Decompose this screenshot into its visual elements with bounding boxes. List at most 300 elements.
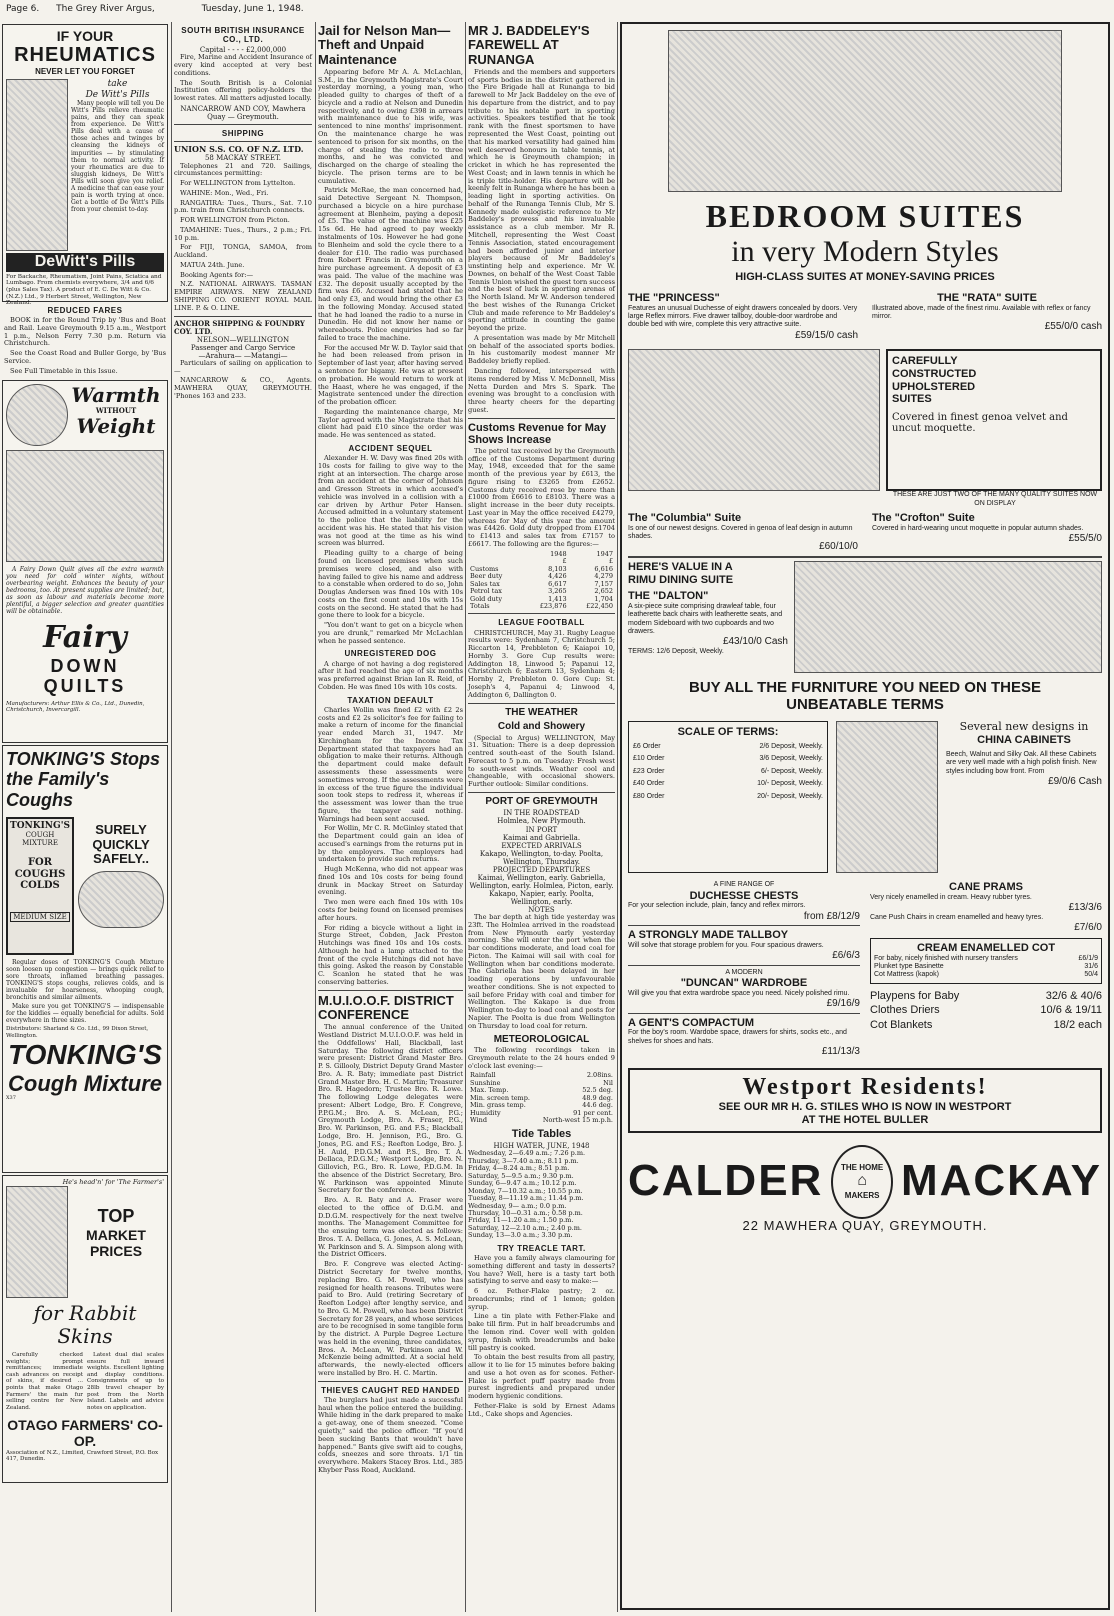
- tonkings-brand-2: Cough Mixture: [8, 1071, 162, 1097]
- dewitt-take: take: [107, 79, 128, 90]
- table-row: [468, 603, 615, 610]
- logo-calder: CALDER: [628, 1156, 824, 1206]
- cot-list: [874, 963, 1098, 980]
- table-cell: Max. Temp.: [470, 1086, 509, 1095]
- item-name: Cot Blankets: [870, 1018, 933, 1031]
- dewitt-head-1: IF YOUR: [56, 28, 114, 44]
- rata-block: [872, 292, 1102, 341]
- anchor-company: ANCHOR SHIPPING & FOUNDRY COY. LTD.: [174, 318, 305, 336]
- china-line-1: Several new designs in: [959, 720, 1089, 734]
- paragraph: Patrick McRae, the man concerned had, said Detective Sergeant N. Thompson, purchased a bicycle on a hire purchase agreement at Blenheim, paying a deposit of £5. The value of the machine was £25 15s 6d. He had agreed to pay weekly instalments of 10s. However he had gone to Blenheim and sold the cycle there to a dealer for £10. The radio was purchased from Robert Francis in Greymouth on a hire purchase agreement. A deposit of £3 was paid. The value of the machine was £32. The deposit usually accepted by the firm was £6. Accused had stated that he had only £3, and would bring the other £3 in the following Monday. Accused stated that he had loaned the radio to a nurse in Dunedin. He did not know her name or whereabouts. Police enquiries had so far failed to trace the machine.: [318, 186, 463, 342]
- anchor-service: Passenger and Cargo Service: [190, 343, 296, 352]
- fairy-maker: Manufacturers: Arthur Ellis & Co., Ltd., Dunedin, Christchurch, Invercargill.: [6, 700, 145, 714]
- arrivals-ships: Kakapo, Wellington, to-day. Poolta, Wellington, Thursday.: [479, 849, 604, 866]
- shipping-title: SHIPPING: [221, 129, 265, 139]
- otago-rabbit: for Rabbit Skins: [33, 1301, 137, 1349]
- weather-headline: THE WEATHER: [505, 706, 578, 718]
- fairy-body: A Fairy Down Quilt gives all the extra warmth you need for cold winter nights, without overbearing weight. Enhances the beauty of your bedrooms, too. At present supplies are limited; but, as soon as labour and materials become more plentiful, a bigger selection and greater quantities will be obtainable.: [6, 565, 164, 616]
- term-deposit: 2/6 Deposit, Weekly.: [759, 743, 823, 751]
- treacle-headline: TRY TREACLE TART.: [497, 1243, 586, 1253]
- column-2: [174, 22, 312, 400]
- crofton-price: £55/5/0: [1068, 533, 1102, 545]
- uph-line-4: SUITES: [892, 393, 932, 406]
- paragraph: To obtain the best results from all pastry, allow it to lie for 15 minutes before baking and use a hot oven as for scones. Fether-Flake is perfect puff pastry made from purest ingredients and prepared under modern hygienic conditions.: [468, 1353, 615, 1401]
- column-rule: [465, 22, 466, 1612]
- item-price: 31/6: [1084, 962, 1098, 970]
- item-name: Clothes Driers: [870, 1004, 940, 1017]
- paragraph: For riding a bicycle without a light in Sturge Street, Cobden, Jack Preston Hutchings was fined 10s and 10s costs. Although he had a lamp attached to the front of the cycle Hutchings did not have this going. Asked the reason by Constable C. Scanlon he stated that he was conserving batteries.: [318, 923, 463, 986]
- insurance-title: SOUTH BRITISH INSURANCE CO., LTD.: [181, 26, 305, 45]
- list-item: [870, 1019, 1102, 1032]
- sailing-wellington-1: For WELLINGTON from Lyttelton.: [180, 179, 296, 188]
- paragraph: Pleading guilty to a charge of being found on licensed premises when such premises were closed, and also with having failed to give his name and address to a constable when ordered to do so, John Douglas Andersen was fined 10s with 10s costs on the first count and 10s with 15s costs on the second. He stated that he had gone there to look for a bicycle.: [318, 549, 463, 620]
- columbia-name: The "Columbia" Suite: [628, 512, 742, 525]
- tide-subhead: HIGH WATER, JUNE, 1948: [493, 1142, 590, 1151]
- list-item: Friday, 11—1.20 a.m.; 1.50 p.m.: [468, 1216, 574, 1225]
- tonkings-advert: [2, 745, 168, 1173]
- medicine-box: [6, 817, 74, 955]
- dewitt-head-2: RHEUMATICS: [14, 44, 156, 67]
- table-cell: 4,279: [594, 572, 613, 581]
- jail-headline: Jail for Nelson Man—Theft and Unpaid Maintenance: [318, 23, 451, 67]
- table-cell: Gold duty: [470, 594, 503, 603]
- sailing-tamahine: TAMAHINE: Tues., Thurs., 2 p.m.; Fri. 10 p.m.: [174, 225, 312, 242]
- sailing-wellington-2: FOR WELLINGTON from Picton.: [180, 216, 290, 225]
- arrivals-label: EXPECTED ARRIVALS: [501, 841, 582, 850]
- table-cell: Beer duty: [470, 572, 503, 581]
- reduced-fares-title: REDUCED FARES: [47, 306, 123, 315]
- buy-line-1: BUY ALL THE FURNITURE YOU NEED ON THESE: [689, 678, 1041, 696]
- list-item: Thursday, 10—0.31 a.m.; 0.58 p.m.: [468, 1209, 583, 1218]
- list-item: [874, 963, 1098, 971]
- muioof-headline: M.U.I.O.O.F. DISTRICT CONFERENCE: [318, 992, 454, 1022]
- list-item: [633, 743, 823, 751]
- bedroom-suite-illustration: [668, 30, 1062, 192]
- reduced-fares-body: BOOK in for the Round Trip by 'Bus and Boat and Rail. Leave Greymouth 9.15 a.m., Westport 1 p.m., Nelson Ferry 7.30 p.m. Return via Christchurch.: [4, 316, 166, 348]
- tallboy-price: £6/6/3: [832, 950, 860, 962]
- dalton-terms: TERMS: 12/6 Deposit, Weekly.: [628, 647, 724, 655]
- wardrobe-line-1: A MODERN: [725, 968, 763, 976]
- subhead-accident: ACCIDENT SEQUEL: [348, 443, 433, 453]
- list-item: Thursday, 3—7.40 a.m.; 8.11 p.m.: [468, 1156, 579, 1165]
- tallboy-desc: Will solve that storage problem for you. Four spacious drawers.: [628, 942, 824, 950]
- term-deposit: 6/- Deposit, Weekly.: [761, 767, 823, 775]
- table-cell: 52.5 deg.: [582, 1086, 613, 1095]
- list-item: [633, 768, 823, 776]
- insurance-agent: NANCARROW AND COY, Mawhera Quay — Greymouth.: [180, 105, 306, 122]
- item-name: Playpens for Baby: [870, 989, 960, 1002]
- paper-name: The Grey River Argus,: [56, 4, 155, 14]
- page-header: [6, 4, 318, 14]
- table-cell: 6,617: [548, 579, 567, 588]
- booking-agent-list: N.Z. NATIONAL AIRWAYS. TASMAN EMPIRE AIRWAYS. NEW ZEALAND SHIPPING CO. ORIENT ROYAL MAIL LINE. P. & O. LINE.: [174, 280, 312, 312]
- otago-right: Latest dual dial scales ensure full inward weights. Excellent lighting and display conditions. Consignments of up to 28lb travel cheaper by post from the North Island. Labels and advice notes on application.: [87, 1352, 164, 1411]
- paragraph: Regarding the maintenance charge, Mr Taylor agreed with the Magistrate that his client had paid £10 since the order was made. He was sentenced as stated.: [318, 407, 463, 440]
- page-number: Page 6.: [6, 4, 40, 14]
- union-address: 58 MACKAY STREET.: [204, 154, 282, 163]
- paragraph: Line a tin plate with Fether-Flake and bake till firm. Put in half breadcrumbs and the lemon rind. Cover well with golden syrup, finish with breadcrumbs and bake till pastry is cooked.: [468, 1312, 615, 1352]
- westport-title: Westport Residents!: [742, 1073, 988, 1100]
- dining-line-2: RIMU DINING SUITE: [628, 573, 734, 586]
- table-cell: £23,876: [539, 602, 567, 610]
- customs-headline: Customs Revenue for May Shows Increase: [468, 421, 607, 446]
- list-item: [874, 971, 1098, 979]
- compactum-name: A GENT'S COMPACTUM: [628, 1016, 755, 1029]
- cane-name: CANE PRAMS: [949, 881, 1023, 894]
- house-icon: ⌂: [857, 1172, 867, 1190]
- paragraph: A charge of not having a dog registered after it had reached the age of six months was preferred against Brian Ian R. Reid, of Cobden. He was fined 10s with 10s costs.: [318, 659, 463, 691]
- fairy-head-2: WITHOUT: [95, 405, 137, 415]
- term-order: £10 Order: [633, 755, 665, 763]
- china-desc: Beech, Walnut and Silky Oak. All these Cabinets are very well made with a high polish finish. New styles including bow front. From: [946, 750, 1097, 775]
- anchor-ships: —Arahura— —Matangi—: [198, 351, 288, 360]
- table-cell: Petrol tax: [470, 587, 502, 596]
- table-cell: North-west 15 m.p.h.: [542, 1116, 613, 1125]
- dalton-name: THE "DALTON": [628, 590, 709, 603]
- china-price: £9/0/6 Cash: [1048, 775, 1102, 787]
- list-item: Monday, 7—10.32 a.m.; 10.55 p.m.: [468, 1186, 583, 1195]
- union-telephone: Telephones 21 and 720. Sailings, circumstances permitting:: [174, 161, 312, 178]
- dining-line-1: HERE'S VALUE IN A: [628, 560, 733, 573]
- cot-box: [870, 938, 1102, 984]
- left-items: [628, 881, 860, 1057]
- crofton-name: The "Crofton" Suite: [872, 512, 975, 525]
- rata-price: £55/0/0 cash: [1044, 321, 1102, 333]
- princess-desc: Features an unusual Duchesse of eight drawers concealed by doors. Very large Reflex mirrors. Five drawer tallboy, double-door wardrobe and double bed with wire, complete this very attractive suite.: [628, 304, 858, 329]
- term-order: £6 Order: [633, 743, 661, 751]
- fairy-head-3: Weight: [76, 413, 156, 438]
- column-3: [318, 22, 463, 1612]
- table-cell: 3,265: [548, 587, 567, 596]
- item-price: 10/6 & 19/11: [1040, 1004, 1102, 1017]
- paragraph: Fether-Flake is sold by Ernest Adams Ltd., Cake shops and Agencies.: [468, 1401, 615, 1418]
- logo-mackay: MACKAY: [900, 1156, 1102, 1206]
- buy-line-2: UNBEATABLE TERMS: [786, 696, 944, 714]
- uph-line-3: UPHOLSTERED: [892, 380, 976, 393]
- china-cabinet-illustration: [836, 721, 938, 873]
- wardrobe-line-2: "DUNCAN" WARDROBE: [680, 977, 808, 990]
- anchor-agents: NANCARROW & CO., Agents. MAWHERA QUAY, GREYMOUTH. 'Phones 163 and 233.: [174, 376, 312, 400]
- list-item: [870, 990, 1102, 1003]
- league-headline: LEAGUE FOOTBALL: [498, 618, 585, 628]
- table-cell: 4,426: [548, 572, 567, 581]
- item-price: 50/4: [1084, 971, 1098, 979]
- duchesse-price: from £8/12/9: [803, 910, 860, 922]
- anchor-route: NELSON—WELLINGTON: [196, 335, 290, 344]
- box-coughs: FOR COUGHS COLDS: [14, 857, 66, 892]
- port-headline: PORT OF GREYMOUTH: [485, 795, 598, 807]
- tonkings-body-2: Make sure you get TONKING'S — indispensable for the kiddies — equally beneficial for adults. Sold everywhere in three sizes.: [6, 1003, 164, 1025]
- term-order: £23 Order: [633, 767, 665, 775]
- cane-desc: Very nicely enamelled in cream. Heavy rubber tyres.: [870, 894, 1032, 902]
- table-cell: £22,450: [586, 602, 613, 610]
- woman-illustration: [6, 79, 68, 251]
- rabbit-illustration: [6, 1186, 68, 1298]
- terms-list: [633, 743, 823, 801]
- columbia-price: £60/10/0: [819, 541, 858, 553]
- china-block: [946, 721, 1102, 873]
- table-cell: 7,157: [594, 579, 613, 588]
- table-row: [468, 551, 615, 558]
- westport-line-2: SEE OUR MR H. G. STILES WHO IS NOW IN WESTPORT: [718, 1101, 1012, 1114]
- term-order: £80 Order: [633, 792, 665, 800]
- terms-box: [628, 721, 828, 873]
- otago-top: TOP: [97, 1206, 135, 1227]
- inport-label: IN PORT: [525, 825, 558, 834]
- list-item: [633, 780, 823, 788]
- dewitt-brand: DeWitt's Pills: [6, 253, 164, 271]
- paragraph: A presentation was made by Mr Mitchell on behalf of the associated sports bodies. In his customarily modest manner Mr Baddeley briefly replied.: [468, 333, 615, 366]
- cot-name: CREAM ENAMELLED COT: [916, 941, 1056, 954]
- subhead-dog: UNREGISTERED DOG: [344, 649, 437, 659]
- table-cell: [468, 551, 522, 558]
- tallboy-name: A STRONGLY MADE TALLBOY: [628, 929, 789, 942]
- sailing-rangatira: RANGATIRA: Tues., Thurs., Sat. 7.10 p.m. train from Christchurch connects.: [174, 198, 312, 215]
- paragraph: Two men were each fined 10s with 10s costs for being found on licensed premises after hours.: [318, 898, 463, 922]
- reduced-fares-see: See the Coast Road and Buller Gorge, by 'Bus Service.: [4, 349, 166, 366]
- paragraph: For Wollin, Mr C. R. McGinley stated that the Department could gain an idea of accused's earnings from the returns put in by the employers. The employers had undertaken to provide such returns.: [318, 824, 463, 864]
- table-cell: Sales tax: [470, 579, 500, 588]
- list-item: [633, 793, 823, 801]
- item-name: Cot Mattress (kapok): [874, 971, 939, 979]
- otago-farmers-advert: [2, 1175, 168, 1483]
- paragraph: Bro. A. R. Baty and A. Fraser were elected to the office of D.G.M. and D.D.G.M. respectively for the next twelve months. The Management Committee for the ensuing term was elected as follows: Bros. T. A. Dellaca, G. Jones, A. S. McLean, W. Parkinson and S. A. Simpson along with the District Officers.: [318, 1196, 463, 1259]
- reduced-fares-timetable: See Full Timetable in this Issue.: [10, 366, 118, 375]
- tonkings-safely: SAFELY..: [93, 851, 149, 867]
- table-cell: 44.6 deg.: [582, 1101, 613, 1110]
- table-cell: Totals: [470, 602, 490, 610]
- list-item: Sunday, 6—9.47 a.m.; 10.12 p.m.: [468, 1179, 577, 1188]
- booking-agents: Booking Agents for:—: [180, 270, 254, 279]
- cot-price: £6/1/9: [1078, 954, 1098, 962]
- table-cell: Min. grass temp.: [470, 1101, 526, 1110]
- dalton-desc: A six-piece suite comprising drawleaf table, four leatherette back chairs with leatherette seats, and modern Sideboard with two cupboards and two drawers.: [628, 602, 783, 636]
- list-item: Tuesday, 8—11.19 a.m.; 11.44 p.m.: [468, 1194, 584, 1203]
- woman-portrait: [6, 384, 68, 446]
- china-line-2: CHINA CABINETS: [977, 734, 1071, 747]
- right-items: [870, 881, 1102, 1057]
- children-illustration: [78, 871, 164, 928]
- otago-market: MARKET PRICES: [86, 1226, 146, 1259]
- box-size: MEDIUM SIZE: [10, 912, 70, 922]
- column-4: [468, 22, 615, 1612]
- table-cell: 1,704: [594, 594, 613, 603]
- wardrobe-desc: Will give you that extra wardrobe space you need. Nicely polished rimu.: [628, 989, 850, 997]
- crofton-block: [872, 512, 1102, 553]
- column-rule: [315, 22, 316, 1612]
- dining-suite-illustration: [794, 561, 1102, 673]
- departures-ships: Kaimai, Wellington, early. Gabriella, Wellington, early. Holmlea, Picton, early. Kakapo, Napier, early. Poolta, Wellington, early.: [469, 873, 614, 906]
- table-cell: 1948: [550, 549, 567, 558]
- column-rule: [617, 22, 618, 1612]
- paragraph: Have you a family always clamouring for something different and tasty in desserts? You have? Well, here is a tasty tart both satisfying to serve and easy to make:—: [468, 1254, 615, 1286]
- tonkings-surely: SURELY: [95, 821, 147, 837]
- box-title: COUGH MIXTURE: [22, 830, 58, 847]
- tonkings-body: Regular doses of TONKING'S Cough Mixture soon loosen up congestion — brings quick relief to sore throats, inflamed breathing passages. TONKING'S stops coughs, relieves colds, and is invaluable for hoarseness, whooping cough, bronchitis and similar ailments.: [6, 958, 164, 1001]
- paragraph: (Special to Argus) WELLINGTON, May 31. Situation: There is a deep depression centred south-east of the South Island. Forecast to 5 p.m. on Tuesday: Fresh west to south-west winds. Weather cool and changeable, with occasional showers. Further outlook: Similar conditions.: [468, 733, 615, 789]
- term-deposit: 3/6 Deposit, Weekly.: [759, 755, 823, 763]
- fairy-brand-2: DOWN QUILTS: [43, 655, 127, 697]
- uph-line-2: CONSTRUCTED: [892, 367, 977, 380]
- sailing-matua: MATUA 24th. June.: [180, 260, 245, 269]
- home-makers-seal: [831, 1145, 893, 1219]
- list-item: Sunday, 13—3.0 a.m.; 3.30 p.m.: [468, 1231, 573, 1240]
- paragraph: The following recordings taken in Greymouth relate to the 24 hours ended 9 o'clock last evening:—: [468, 1046, 615, 1070]
- sailing-wahine: WAHINE: Mon., Wed., Fri.: [180, 188, 269, 197]
- column-1: [2, 22, 168, 1612]
- table-cell: £: [562, 557, 567, 566]
- tonkings-distributors: Distributors: Sharland & Co. Ltd., 99 Dixon Street, Wellington.: [6, 1026, 149, 1039]
- table-cell: 2.08ins.: [586, 1071, 613, 1080]
- term-order: £40 Order: [633, 780, 665, 788]
- paragraph: For the accused Mr W. D. Taylor said that he had been released from prison in September of last year, after having served a sentence for bigamy. He was at present on probation. He would return to work at the Haast, where he was engaged, if the Magistrate sentenced under the direction of the probation officer.: [318, 343, 463, 407]
- insurance-capital: Capital - - - - £2,000,000: [199, 46, 287, 55]
- baddeley-headline: MR J. BADDELEY'S FAREWELL AT RUNANGA: [468, 23, 590, 67]
- tide-headline: Tide Tables: [511, 1127, 572, 1140]
- table-cell: Sunshine: [470, 1078, 501, 1087]
- duchesse-line-1: A FINE RANGE OF: [713, 881, 775, 889]
- table-cell: Min. screen temp.: [470, 1093, 530, 1102]
- seal-top: THE HOME: [841, 1163, 884, 1173]
- paragraph: Hugh McKenna, who did not appear was fined 10s and 10s costs for being found drunk in Mackay Street on Saturday evening.: [318, 865, 463, 897]
- tonkings-quickly: QUICKLY: [92, 836, 150, 852]
- princess-block: [628, 292, 858, 341]
- table-cell: 2,652: [594, 587, 613, 596]
- paragraph: Bro. F. Congreve was elected Acting-District Secretary for twelve months, replacing Bro. G. M. Powell, who has resigned for health reasons. Tributes were paid to Bro. Auld (retiring Secretary of Reefton Lodge) after lengthy service, and to Bro. G. M. Powell, who has been District Secretary for 28 years, and whose services are to be recognised in some tangible form by the district. A Purple Degree Lecture was held in the evening, three candidates, Bros. A. McLean, W. Parkinson and W. McKenzie being admitted. At a social held afterwards, the newly-elected officers were installed by Bro. H. C. Martin.: [318, 1260, 463, 1377]
- recipe: 6 oz. Fether-Flake pastry; 2 oz. breadcrumbs; rind of 1 lemon; golden syrup.: [468, 1287, 615, 1311]
- duchesse-line-2: DUCHESSE CHESTS: [689, 889, 799, 902]
- met-headline: METEOROLOGICAL: [493, 1033, 590, 1045]
- upholstered-box: [886, 349, 1102, 491]
- otago-speech: He's head'n' for 'The Farmer's': [62, 1177, 164, 1186]
- list-item: Friday, 4—8.24 a.m.; 8.51 p.m.: [468, 1164, 570, 1173]
- reduced-fares-notice: [2, 306, 168, 376]
- anchor-particulars: Particulars of sailing on application to—: [174, 358, 312, 375]
- dining-block: [628, 561, 1102, 673]
- wardrobe-price: £9/16/9: [826, 998, 860, 1010]
- insurance-body: Fire, Marine and Accident Insurance of every kind accepted at very best conditions.: [174, 53, 312, 77]
- item-price: 18/2 each: [1053, 1018, 1102, 1031]
- ad-address: 22 MAWHERA QUAY, GREYMOUTH.: [742, 1217, 988, 1233]
- table-cell: Nil: [603, 1078, 613, 1087]
- upholstered-suite-illustration: [628, 349, 880, 491]
- list-item: [633, 755, 823, 763]
- table-cell: £: [608, 557, 613, 566]
- small-items-list: [870, 990, 1102, 1032]
- dewitt-product: De Witt's Pills: [85, 89, 150, 100]
- compactum-price: £11/13/3: [821, 1046, 860, 1058]
- otago-brand: OTAGO FARMERS' CO-OP.: [7, 1417, 163, 1450]
- cot-desc: For baby, nicely finished with nursery transfers: [874, 954, 1018, 962]
- roadstead-label: IN THE ROADSTEAD: [503, 809, 580, 818]
- uph-desc: Covered in finest genoa velvet and uncut moquette.: [892, 411, 1068, 435]
- table-cell: 1,413: [548, 594, 567, 603]
- westport-box: [628, 1068, 1102, 1133]
- paragraph: The petrol tax received by the Greymouth office of the Customs Department during May, 1948, exceeded that for the same month of the previous year by £613, the figure rising to £3265 from £2652. Customs duty received rose by more than £1000 from £6616 to £8103. There was a slight increase in the beer duty receipts. Last year in May the office received £4279, whereas for May of this year the amount was £4426. Gold duty dropped from £1704 to £1413 and sales tax from £7157 to £6617. The following are the figures:—: [468, 446, 615, 548]
- term-deposit: 20/- Deposit, Weekly.: [757, 792, 823, 800]
- otago-assoc: Association of N.Z., Limited, Crawford Street, P.O. Box 417, Dunedin.: [6, 1449, 159, 1462]
- fairy-brand-1: Fairy: [43, 620, 127, 656]
- paragraph: Alexander H. W. Davy was fined 20s with 10s costs for failing to give way to the right at an intersection. The charge arose from an accident at the corner of Johnson and Gresson Streets in which accused's vehicle was involved in a collision with a car driven by Arthur Peter Hansen. Accused admitted in a voluntary statement to the police that the liability for the accident was his. He stated that his vision was not good at the time as his wind screen was blurred.: [318, 454, 463, 548]
- columbia-desc: Is one of our newest designs. Covered in genoa of leaf design in autumn shades.: [628, 524, 853, 541]
- dewitt-footer: For Backache, Rheumatism, Joint Pains, Sciatica and Lumbago. From chemists everywhere, 3/4 and 6/6 (plus Sales Tax). A product of E. C. De Witt & Co. (N.Z.) Ltd., 9 Herbert Street, Wellington, New Zealand.: [6, 273, 162, 307]
- compactum-desc: For the boy's room. Wardobe space, drawers for shirts, socks etc., and shelves for shoes and hats.: [628, 1029, 847, 1045]
- notes-label: NOTES: [528, 905, 555, 914]
- weather-subhead: Cold and Showery: [497, 721, 586, 733]
- table-cell: Humidity: [470, 1108, 501, 1117]
- list-item: Saturday, 5—9.5 a.m.; 9.30 p.m.: [468, 1171, 574, 1180]
- table-cell: 91 per cent.: [573, 1108, 613, 1117]
- duchesse-desc: For your selection include, plain, fancy and reflex mirrors.: [628, 902, 806, 910]
- rata-desc: Illustrated above, made of the finest rimu. Available with reflex or fancy mirror.: [872, 304, 1091, 320]
- met-table: [468, 1072, 615, 1124]
- table-cell: Customs: [470, 564, 499, 573]
- ad-tagline: HIGH-CLASS SUITES AT MONEY-SAVING PRICES: [735, 271, 995, 284]
- columbia-block: [628, 512, 858, 553]
- tide-list: [468, 1150, 615, 1240]
- column-rule: [171, 22, 172, 1612]
- dalton-price: £43/10/0 Cash: [722, 636, 788, 648]
- subhead-taxation: TAXATION DEFAULT: [347, 695, 434, 705]
- issue-date: Tuesday, June 1, 1948.: [201, 4, 304, 14]
- paragraph: The bar depth at high tide yesterday was 23ft. The Holmlea arrived in the roadstead from New Plymouth early yesterday morning. She will enter the port when the bar conditions moderate, and load coal for Picton. The Kaimai will sail with coal for Wellington when bar conditions moderate. The Gabriella has been delayed in her loading operations by unfavourable weather conditions. She is not expected to sail before Friday with coal and timber for Wellington. The Kakapo is due from Wellington to-day to load coal and posts for Napier. The Poolta is due from Wellington on Thursday to load coal for return.: [468, 913, 615, 1030]
- table-row: [468, 1117, 615, 1124]
- fairy-down-advert: [2, 380, 168, 743]
- dewitt-body: Many people will tell you De Witt's Pills relieve rheumatic pains, and they can speak from experience. De Witt's Pills deal with a cause of those aches and twinges by cleansing the kidneys of impurities — by stimulating them to normal activity. If your rheumatics are due to sluggish kidneys, De Witt's Pills will soon give you relief. A medicine that can ease your pain is worth trying at once. Get a bottle of De Witt's Pills from your chemist to-day.: [71, 99, 164, 214]
- customs-table: [468, 551, 615, 611]
- union-company: UNION S.S. CO. OF N.Z. LTD.: [174, 144, 304, 155]
- tonkings-head-1: TONKING'S Stops: [6, 748, 160, 769]
- calder-mackay-advert: [620, 22, 1110, 1610]
- table-cell: 6,616: [594, 564, 613, 573]
- item-price: 32/6 & 40/6: [1045, 989, 1102, 1002]
- crofton-desc: Covered in hard-wearing uncut moquette in popular autumn shades.: [872, 524, 1084, 532]
- ad-title-2: in very Modern Styles: [731, 234, 999, 268]
- otago-left: Carefully checked weights; prompt remittances; immediate cash advances on receipt of skins, if desired ... points that make Otago Farmers' the main fur selling centre for New Zealand.: [6, 1352, 83, 1411]
- scale-title: SCALE OF TERMS:: [677, 726, 779, 739]
- insurance-body-2: The South British is a Colonial Institution offering policy-holders the lowest rates. All matters adjusted locally.: [174, 78, 312, 103]
- paragraph: CHRISTCHURCH, May 31. Rugby League results were: Sydenham 7, Christchurch 5; Riccarton 14, Prebbleton 6; Kaiapoi 10, Hornby 3. Gore Cup results were: Addington 18, Linwood 5; Papanui 12, Christchurch 6; Eastern 13, Sydenham 4; Hornby 2, Prebbleton 0. Gore Cup: St. Joseph's 4, Papanui 4; Linwood 4, Addington 6, Dallington 0.: [468, 628, 615, 699]
- dewitt-head-3: NEVER LET YOU FORGET: [35, 67, 135, 77]
- departures-label: PROJECTED DEPARTURES: [492, 865, 591, 874]
- list-item: Wednesday, 2—6.49 a.m.; 7.26 p.m.: [468, 1149, 586, 1158]
- quilt-illustration: [6, 450, 164, 562]
- cane-price: £13/3/6: [1068, 902, 1102, 914]
- calder-logo: [628, 1145, 1102, 1219]
- sailing-fiji: For FIJI, TONGA, SAMOA, from Auckland.: [174, 243, 312, 260]
- paragraph: The annual conference of the United Westland District M.U.I.O.O.F. was held in the Oddfellows' Hall, Blackball, last Saturday. The following district officers were present: District Grand Master Bro. P. S. Gillooly, District Deputy Grand Master Bro. A. R. Baty; immediate past District Grand Master Bro. H. C. Martin; Treasurer Bro. R. Hagedorn; Trustee Bro. R. Lowe. The following Lodge delegates were present: Albert Lodge, Bro. F. Congreve, P.P.G.M.; Bro. A. S. McLean, P.G.; Greymouth Lodge, Bro. A. Fraser, P.G., Bro. W. Parkinson, P.G. and F.S.; Blackball Lodge, Bro. H. Jennison, P.G., Bro. G. Jones, P.G. and F.S.; Reefton Lodge, Bro. J. H. Auld, P.D.G.M. and P.S., Bro. T. A. Dellaca, P.D.G.M.; Westport Lodge, Bro. N. Gillovich, P.G., Bro. R. Lowe, P.D.G.M. In the absence of the District Secretary, Bro. W. Parkinson was appointed Minute Secretary for the conference.: [318, 1023, 463, 1195]
- inport-ships: Kaimai and Gabriella.: [502, 833, 581, 842]
- push-desc: Cane Push Chairs in cream enamelled and heavy tyres.: [870, 913, 1044, 921]
- table-cell: 1947: [596, 549, 613, 558]
- paragraph: Charles Wollin was fined £2 with £2 2s costs and £2 2s solicitor's fee for failing to make a return of income for the financial year ended March 31, 1947. Mr Kirchingham for the Income Tax Department stated that taxpayers had an obligation to make their returns. Although the department could make default assessments these assessments were sometimes wrong. If the assessments were in excess of the true figure the individual soon took steps to redress it, whereas if the assessment was lower than the true figure, the taxpayer said nothing. Warnings had been sent accused.: [318, 705, 463, 823]
- paragraph: The burglars had just made a successful haul when the police entered the building. While hiding in the dark prepared to make a get-away, one of them sneezed. "Come quietly," said the police officer. "If you'd been sucking Bants that wouldn't have happened." Bants give swift aid to coughs, colds, sneezes and sore throats. 1/1 tin everywhere. Makers Stacey Bros. Ltd., 385 Khyber Pass Road, Auckland.: [318, 1395, 463, 1474]
- uph-line-1: CAREFULLY: [892, 355, 958, 368]
- ad-title-1: BEDROOM SUITES: [705, 198, 1025, 234]
- princess-price: £59/15/0 cash: [795, 329, 858, 341]
- dewitt-advert: [2, 24, 168, 307]
- fairy-head-1: Warmth: [71, 382, 161, 407]
- list-item: Wednesday, 9— a.m.; 0.0 p.m.: [468, 1201, 567, 1210]
- tonkings-head-2: the Family's Coughs: [6, 769, 110, 810]
- tonkings-brand-1: TONKING'S: [8, 1038, 162, 1070]
- princess-name: THE "PRINCESS": [628, 291, 720, 304]
- box-brand: TONKING'S: [10, 820, 70, 831]
- push-price: £7/6/0: [1074, 922, 1102, 934]
- list-item: Saturday, 12—2.10 a.m.; 2.40 p.m.: [468, 1223, 582, 1232]
- uph-note: THESE ARE JUST TWO OF THE MANY QUALITY SUITES NOW ON DISPLAY: [892, 491, 1098, 507]
- item-name: Plunket type Basinette: [874, 962, 944, 970]
